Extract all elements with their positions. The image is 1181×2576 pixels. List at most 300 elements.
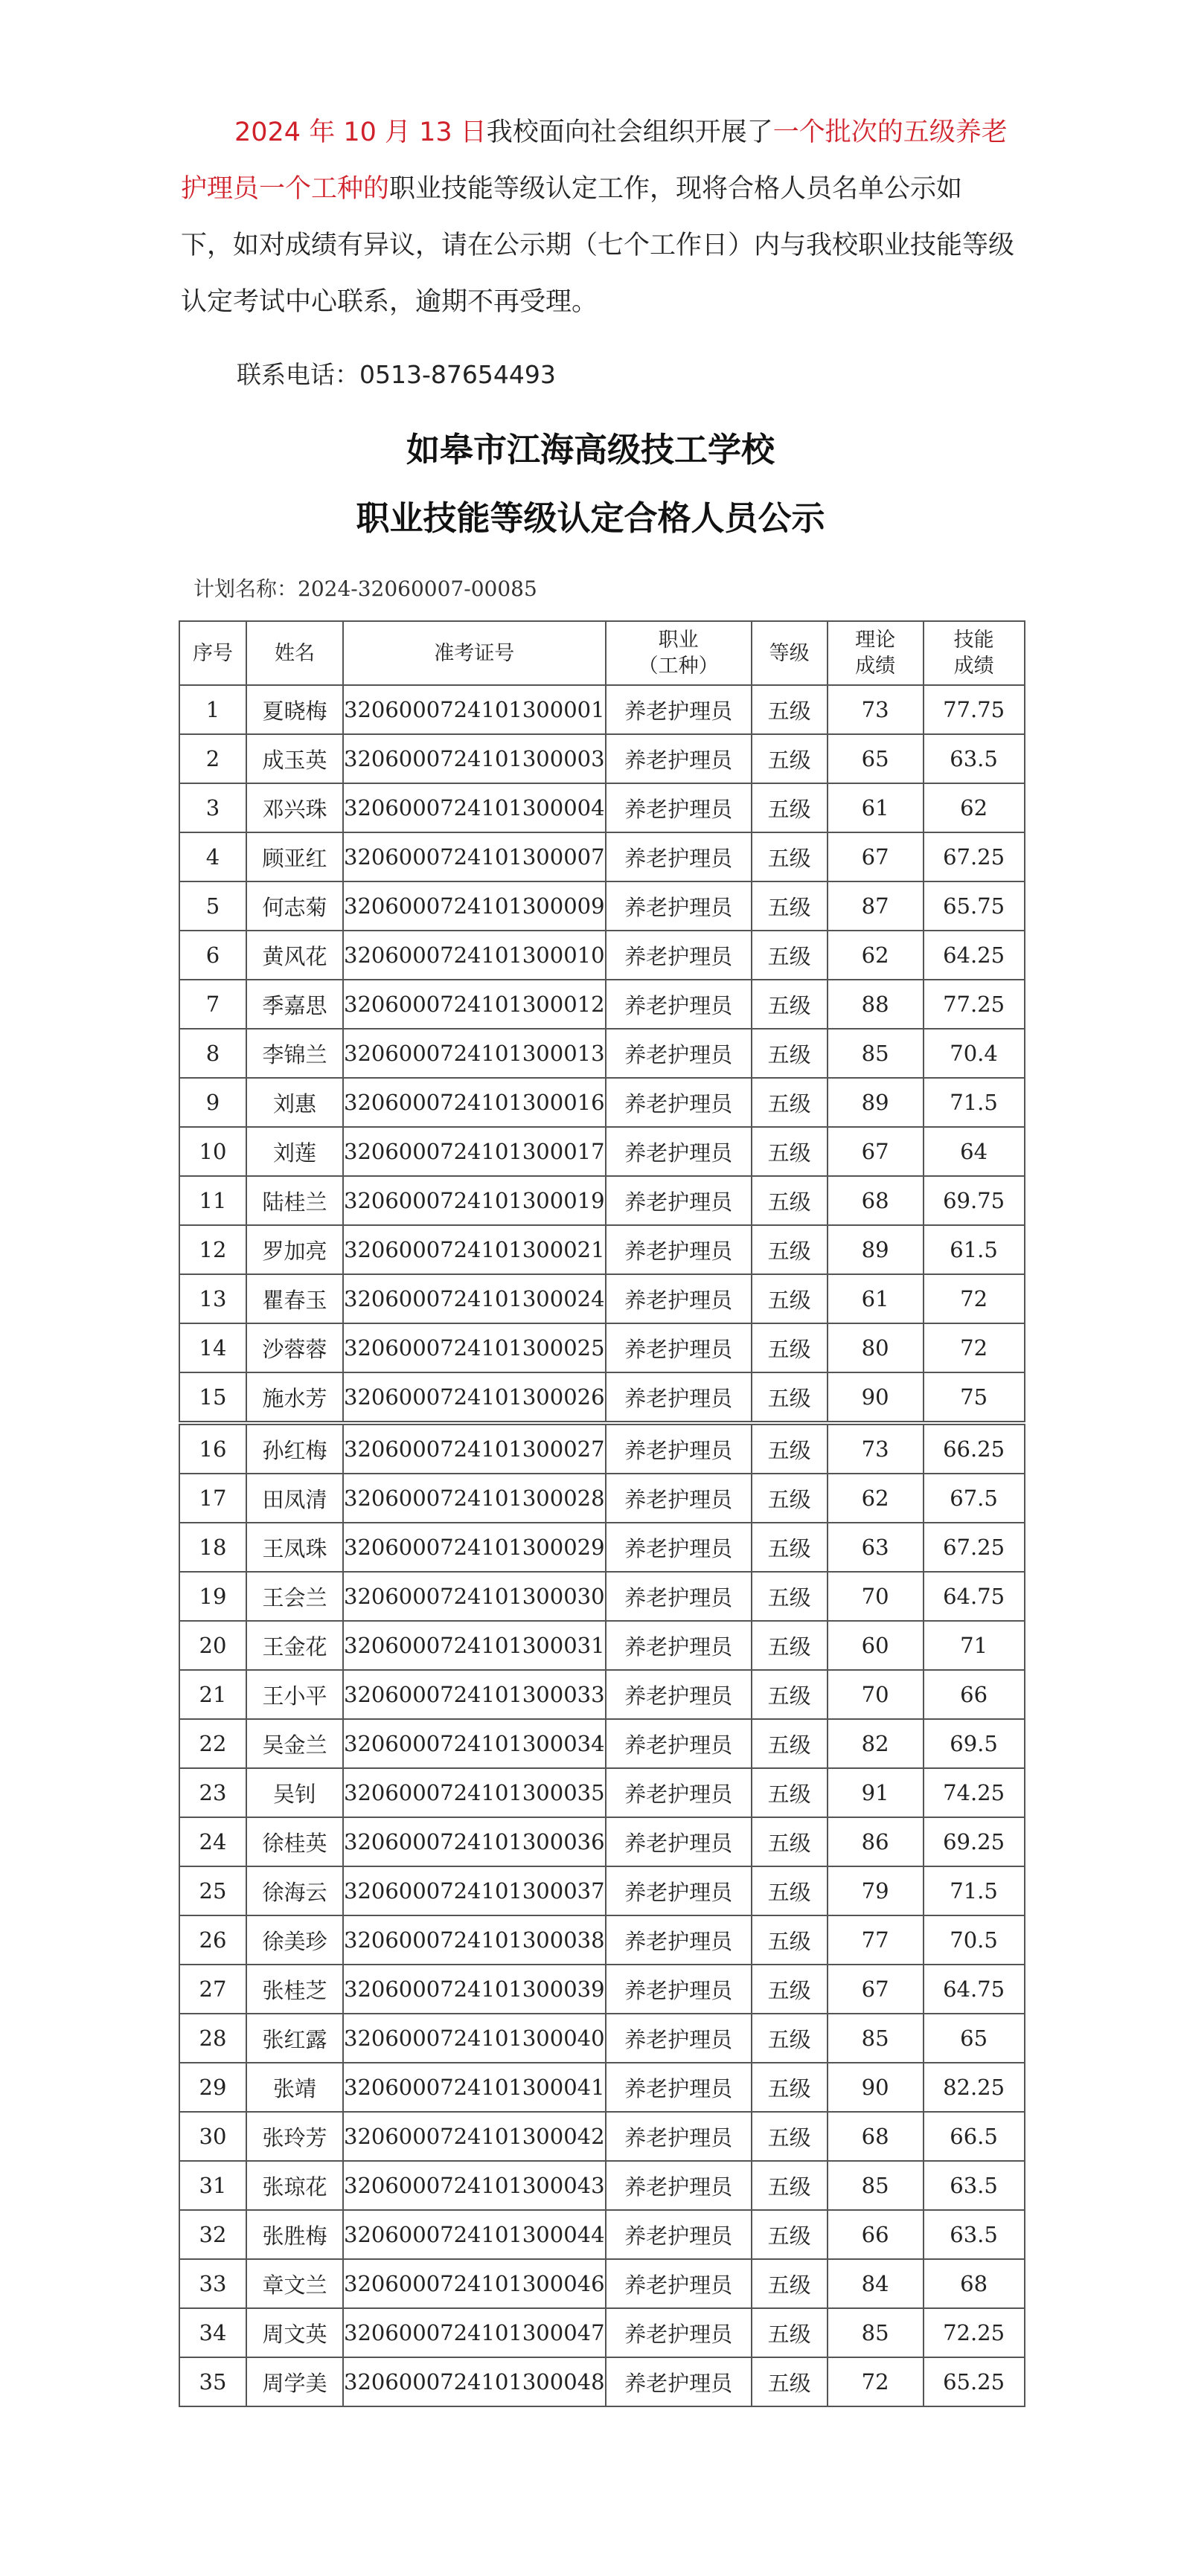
cell-seq: 12	[179, 1225, 246, 1274]
cell-exam-id: 3206000724101300021	[343, 1225, 606, 1274]
cell-seq: 11	[179, 1176, 246, 1225]
cell-level: 五级	[752, 2063, 828, 2112]
cell-skill-score: 63.5	[924, 734, 1025, 783]
cell-level: 五级	[752, 1474, 828, 1523]
header-skill-line1: 技能	[953, 629, 994, 652]
cell-name: 张桂芝	[246, 1965, 343, 2014]
cell-skill-score: 67.25	[924, 832, 1025, 881]
cell-occupation: 养老护理员	[606, 1523, 752, 1572]
cell-theory-score: 73	[828, 1423, 924, 1474]
cell-skill-score: 64	[924, 1127, 1025, 1176]
table-row	[179, 1078, 1025, 1127]
cell-theory-score: 91	[828, 1768, 924, 1817]
cell-theory-score: 90	[828, 1372, 924, 1423]
cell-skill-score: 71.5	[924, 1866, 1025, 1915]
cell-occupation: 养老护理员	[606, 1323, 752, 1372]
table-row	[179, 2112, 1025, 2161]
cell-exam-id: 3206000724101300047	[343, 2308, 606, 2357]
cell-skill-score: 62	[924, 783, 1025, 832]
cell-seq: 9	[179, 1078, 246, 1127]
cell-skill-score: 66.5	[924, 2112, 1025, 2161]
cell-theory-score: 72	[828, 2357, 924, 2406]
cell-seq: 27	[179, 1965, 246, 2014]
cell-seq: 28	[179, 2014, 246, 2063]
cell-skill-score: 69.5	[924, 1719, 1025, 1768]
cell-skill-score: 70.4	[924, 1029, 1025, 1078]
cell-level: 五级	[752, 1572, 828, 1621]
table-row	[179, 980, 1025, 1029]
cell-exam-id: 3206000724101300036	[343, 1817, 606, 1866]
cell-occupation: 养老护理员	[606, 1768, 752, 1817]
cell-exam-id: 3206000724101300037	[343, 1866, 606, 1915]
cell-exam-id: 3206000724101300019	[343, 1176, 606, 1225]
table-row	[179, 1474, 1025, 1523]
cell-level: 五级	[752, 1523, 828, 1572]
cell-occupation: 养老护理员	[606, 685, 752, 734]
table-row	[179, 1423, 1025, 1474]
cell-occupation: 养老护理员	[606, 1817, 752, 1866]
table-row	[179, 783, 1025, 832]
cell-theory-score: 61	[828, 1274, 924, 1323]
table-row	[179, 1621, 1025, 1670]
cell-theory-score: 86	[828, 1817, 924, 1866]
cell-theory-score: 77	[828, 1915, 924, 1965]
cell-occupation: 养老护理员	[606, 980, 752, 1029]
cell-skill-score: 63.5	[924, 2161, 1025, 2210]
cell-skill-score: 74.25	[924, 1768, 1025, 1817]
cell-theory-score: 68	[828, 2112, 924, 2161]
cell-occupation: 养老护理员	[606, 1423, 752, 1474]
cell-name: 王小平	[246, 1670, 343, 1719]
cell-exam-id: 3206000724101300027	[343, 1423, 606, 1474]
table-row	[179, 1817, 1025, 1866]
cell-exam-id: 3206000724101300035	[343, 1768, 606, 1817]
cell-seq: 33	[179, 2259, 246, 2308]
cell-skill-score: 66.25	[924, 1423, 1025, 1474]
cell-skill-score: 71	[924, 1621, 1025, 1670]
cell-seq: 3	[179, 783, 246, 832]
cell-level: 五级	[752, 1423, 828, 1474]
cell-theory-score: 87	[828, 881, 924, 931]
cell-theory-score: 85	[828, 2161, 924, 2210]
cell-name: 徐美珍	[246, 1915, 343, 1965]
cell-skill-score: 72	[924, 1274, 1025, 1323]
table-row	[179, 734, 1025, 783]
cell-skill-score: 69.25	[924, 1817, 1025, 1866]
cell-theory-score: 85	[828, 2308, 924, 2357]
cell-occupation: 养老护理员	[606, 931, 752, 980]
header-theory	[828, 621, 924, 685]
cell-name: 王金花	[246, 1621, 343, 1670]
table-row	[179, 1915, 1025, 1965]
cell-skill-score: 65.75	[924, 881, 1025, 931]
table-row	[179, 1225, 1025, 1274]
cell-seq: 34	[179, 2308, 246, 2357]
cell-seq: 26	[179, 1915, 246, 1965]
cell-name: 刘惠	[246, 1078, 343, 1127]
cell-name: 田凤清	[246, 1474, 343, 1523]
cell-seq: 17	[179, 1474, 246, 1523]
cell-level: 五级	[752, 881, 828, 931]
cell-theory-score: 67	[828, 1965, 924, 2014]
cell-exam-id: 3206000724101300042	[343, 2112, 606, 2161]
header-occupation-line1: 职业	[658, 629, 699, 652]
notice-title: 职业技能等级认定合格人员公示	[356, 498, 825, 538]
cell-exam-id: 3206000724101300001	[343, 685, 606, 734]
header-skill-line2: 成绩	[953, 655, 994, 678]
cell-seq: 32	[179, 2210, 246, 2259]
cell-occupation: 养老护理员	[606, 1029, 752, 1078]
cell-name: 邓兴珠	[246, 783, 343, 832]
cell-name: 张琼花	[246, 2161, 343, 2210]
cell-level: 五级	[752, 931, 828, 980]
cell-name: 罗加亮	[246, 1225, 343, 1274]
cell-skill-score: 65.25	[924, 2357, 1025, 2406]
cell-theory-score: 85	[828, 2014, 924, 2063]
header-exam-id: 准考证号	[343, 621, 606, 685]
cell-name: 施水芳	[246, 1372, 343, 1423]
cell-level: 五级	[752, 1274, 828, 1323]
cell-name: 夏晓梅	[246, 685, 343, 734]
cell-seq: 14	[179, 1323, 246, 1372]
cell-occupation: 养老护理员	[606, 1176, 752, 1225]
table-row	[179, 1670, 1025, 1719]
cell-level: 五级	[752, 1323, 828, 1372]
cell-seq: 16	[179, 1423, 246, 1474]
cell-name: 张红露	[246, 2014, 343, 2063]
table-row	[179, 832, 1025, 881]
cell-theory-score: 60	[828, 1621, 924, 1670]
cell-seq: 20	[179, 1621, 246, 1670]
table-row	[179, 1127, 1025, 1176]
cell-level: 五级	[752, 1866, 828, 1915]
header-level: 等级	[752, 621, 828, 685]
cell-exam-id: 3206000724101300026	[343, 1372, 606, 1423]
cell-level: 五级	[752, 2308, 828, 2357]
table-row	[179, 1176, 1025, 1225]
cell-theory-score: 89	[828, 1078, 924, 1127]
cell-occupation: 养老护理员	[606, 1078, 752, 1127]
table-row	[179, 1523, 1025, 1572]
cell-occupation: 养老护理员	[606, 2357, 752, 2406]
cell-seq: 30	[179, 2112, 246, 2161]
cell-name: 沙蓉蓉	[246, 1323, 343, 1372]
cell-name: 张玲芳	[246, 2112, 343, 2161]
cell-exam-id: 3206000724101300012	[343, 980, 606, 1029]
cell-occupation: 养老护理员	[606, 1372, 752, 1423]
cell-name: 徐桂英	[246, 1817, 343, 1866]
contact-phone: 联系电话：0513-87654493	[237, 360, 556, 389]
cell-occupation: 养老护理员	[606, 832, 752, 881]
cell-theory-score: 67	[828, 1127, 924, 1176]
table-row	[179, 1572, 1025, 1621]
cell-level: 五级	[752, 1176, 828, 1225]
intro-text-1: 我校面向社会组织开展了	[486, 118, 773, 147]
cell-seq: 15	[179, 1372, 246, 1423]
cell-exam-id: 3206000724101300048	[343, 2357, 606, 2406]
cell-name: 周文英	[246, 2308, 343, 2357]
cell-level: 五级	[752, 1029, 828, 1078]
cell-seq: 25	[179, 1866, 246, 1915]
cell-skill-score: 77.75	[924, 685, 1025, 734]
cell-theory-score: 90	[828, 2063, 924, 2112]
cell-skill-score: 63.5	[924, 2210, 1025, 2259]
cell-seq: 22	[179, 1719, 246, 1768]
header-occupation	[606, 621, 752, 685]
cell-skill-score: 70.5	[924, 1915, 1025, 1965]
table-row	[179, 2063, 1025, 2112]
cell-theory-score: 85	[828, 1029, 924, 1078]
cell-name: 张靖	[246, 2063, 343, 2112]
school-title: 如皋市江海高级技工学校	[406, 430, 775, 469]
cell-skill-score: 64.25	[924, 931, 1025, 980]
cell-occupation: 养老护理员	[606, 1670, 752, 1719]
cell-occupation: 养老护理员	[606, 1274, 752, 1323]
cell-theory-score: 79	[828, 1866, 924, 1915]
cell-skill-score: 69.75	[924, 1176, 1025, 1225]
cell-name: 吴钊	[246, 1768, 343, 1817]
table-row	[179, 2259, 1025, 2308]
table-row	[179, 1372, 1025, 1423]
cell-seq: 6	[179, 931, 246, 980]
cell-occupation: 养老护理员	[606, 2308, 752, 2357]
cell-exam-id: 3206000724101300043	[343, 2161, 606, 2210]
cell-occupation: 养老护理员	[606, 1225, 752, 1274]
cell-name: 王会兰	[246, 1572, 343, 1621]
cell-skill-score: 66	[924, 1670, 1025, 1719]
cell-name: 陆桂兰	[246, 1176, 343, 1225]
cell-exam-id: 3206000724101300031	[343, 1621, 606, 1670]
cell-occupation: 养老护理员	[606, 2259, 752, 2308]
cell-occupation: 养老护理员	[606, 1621, 752, 1670]
cell-theory-score: 88	[828, 980, 924, 1029]
cell-skill-score: 64.75	[924, 1965, 1025, 2014]
cell-level: 五级	[752, 1768, 828, 1817]
table-row	[179, 1274, 1025, 1323]
table-row	[179, 1768, 1025, 1817]
cell-level: 五级	[752, 1078, 828, 1127]
cell-name: 瞿春玉	[246, 1274, 343, 1323]
cell-seq: 2	[179, 734, 246, 783]
cell-name: 李锦兰	[246, 1029, 343, 1078]
cell-seq: 10	[179, 1127, 246, 1176]
cell-name: 张胜梅	[246, 2210, 343, 2259]
table-row	[179, 1965, 1025, 2014]
cell-seq: 4	[179, 832, 246, 881]
cell-level: 五级	[752, 2161, 828, 2210]
cell-exam-id: 3206000724101300003	[343, 734, 606, 783]
cell-theory-score: 70	[828, 1572, 924, 1621]
cell-exam-id: 3206000724101300034	[343, 1719, 606, 1768]
plan-name: 计划名称：2024-32060007-00085	[193, 576, 537, 601]
cell-occupation: 养老护理员	[606, 2014, 752, 2063]
cell-name: 周学美	[246, 2357, 343, 2406]
cell-seq: 31	[179, 2161, 246, 2210]
header-skill	[924, 621, 1025, 685]
table-row	[179, 1866, 1025, 1915]
cell-name: 刘莲	[246, 1127, 343, 1176]
cell-theory-score: 62	[828, 1474, 924, 1523]
table-row	[179, 685, 1025, 734]
cell-level: 五级	[752, 2357, 828, 2406]
cell-level: 五级	[752, 1127, 828, 1176]
cell-exam-id: 3206000724101300040	[343, 2014, 606, 2063]
header-occupation-line2: （工种）	[638, 655, 719, 678]
cell-name: 王凤珠	[246, 1523, 343, 1572]
table-row	[179, 931, 1025, 980]
cell-level: 五级	[752, 685, 828, 734]
cell-exam-id: 3206000724101300007	[343, 832, 606, 881]
cell-level: 五级	[752, 734, 828, 783]
cell-exam-id: 3206000724101300010	[343, 931, 606, 980]
cell-skill-score: 71.5	[924, 1078, 1025, 1127]
cell-theory-score: 61	[828, 783, 924, 832]
cell-exam-id: 3206000724101300039	[343, 1965, 606, 2014]
cell-level: 五级	[752, 832, 828, 881]
cell-occupation: 养老护理员	[606, 881, 752, 931]
cell-exam-id: 3206000724101300017	[343, 1127, 606, 1176]
table-row	[179, 881, 1025, 931]
cell-theory-score: 84	[828, 2259, 924, 2308]
table-row	[179, 2308, 1025, 2357]
cell-level: 五级	[752, 980, 828, 1029]
cell-level: 五级	[752, 1670, 828, 1719]
cell-name: 季嘉思	[246, 980, 343, 1029]
cell-skill-score: 72.25	[924, 2308, 1025, 2357]
cell-exam-id: 3206000724101300004	[343, 783, 606, 832]
cell-seq: 1	[179, 685, 246, 734]
header-theory-line2: 成绩	[855, 655, 896, 678]
cell-seq: 13	[179, 1274, 246, 1323]
cell-skill-score: 61.5	[924, 1225, 1025, 1274]
cell-seq: 23	[179, 1768, 246, 1817]
intro-paragraph	[181, 104, 1014, 330]
cell-exam-id: 3206000724101300041	[343, 2063, 606, 2112]
cell-exam-id: 3206000724101300028	[343, 1474, 606, 1523]
cell-occupation: 养老护理员	[606, 734, 752, 783]
table-header-row	[179, 621, 1025, 685]
intro-text-2: 职业技能等级认定工作，现将合格人员名单公示如下，如对成绩有异议，请在公示期（七个工作日）内与我校职业技能等级认定考试中心联系，逾期不再受理。	[181, 174, 1015, 317]
cell-exam-id: 3206000724101300038	[343, 1915, 606, 1965]
intro-date: 2024 年 10 月 13 日	[234, 118, 487, 147]
table-row	[179, 2210, 1025, 2259]
cell-name: 成玉英	[246, 734, 343, 783]
cell-occupation: 养老护理员	[606, 1127, 752, 1176]
cell-skill-score: 64.75	[924, 1572, 1025, 1621]
table-row	[179, 1029, 1025, 1078]
cell-occupation: 养老护理员	[606, 1719, 752, 1768]
cell-occupation: 养老护理员	[606, 2112, 752, 2161]
table-row	[179, 1719, 1025, 1768]
cell-theory-score: 89	[828, 1225, 924, 1274]
cell-exam-id: 3206000724101300025	[343, 1323, 606, 1372]
cell-theory-score: 65	[828, 734, 924, 783]
cell-occupation: 养老护理员	[606, 1572, 752, 1621]
cell-seq: 18	[179, 1523, 246, 1572]
cell-occupation: 养老护理员	[606, 1474, 752, 1523]
header-theory-line1: 理论	[855, 629, 896, 652]
cell-level: 五级	[752, 2210, 828, 2259]
cell-seq: 8	[179, 1029, 246, 1078]
header-name: 姓名	[246, 621, 343, 685]
cell-name: 章文兰	[246, 2259, 343, 2308]
cell-occupation: 养老护理员	[606, 1866, 752, 1915]
cell-level: 五级	[752, 2259, 828, 2308]
cell-exam-id: 3206000724101300024	[343, 1274, 606, 1323]
cell-name: 黄风花	[246, 931, 343, 980]
cell-exam-id: 3206000724101300044	[343, 2210, 606, 2259]
cell-skill-score: 72	[924, 1323, 1025, 1372]
cell-occupation: 养老护理员	[606, 1915, 752, 1965]
cell-skill-score: 82.25	[924, 2063, 1025, 2112]
cell-level: 五级	[752, 1225, 828, 1274]
cell-level: 五级	[752, 2014, 828, 2063]
cell-name: 孙红梅	[246, 1423, 343, 1474]
cell-theory-score: 67	[828, 832, 924, 881]
cell-occupation: 养老护理员	[606, 1965, 752, 2014]
cell-theory-score: 68	[828, 1176, 924, 1225]
cell-level: 五级	[752, 1372, 828, 1423]
cell-level: 五级	[752, 2112, 828, 2161]
table-row	[179, 1323, 1025, 1372]
cell-occupation: 养老护理员	[606, 2161, 752, 2210]
cell-exam-id: 3206000724101300009	[343, 881, 606, 931]
cell-level: 五级	[752, 1965, 828, 2014]
cell-theory-score: 66	[828, 2210, 924, 2259]
cell-occupation: 养老护理员	[606, 2210, 752, 2259]
cell-theory-score: 62	[828, 931, 924, 980]
cell-seq: 19	[179, 1572, 246, 1621]
cell-skill-score: 77.25	[924, 980, 1025, 1029]
cell-name: 顾亚红	[246, 832, 343, 881]
header-seq: 序号	[179, 621, 246, 685]
table-row	[179, 2357, 1025, 2406]
cell-name: 徐海云	[246, 1866, 343, 1915]
cell-skill-score: 65	[924, 2014, 1025, 2063]
cell-skill-score: 75	[924, 1372, 1025, 1423]
cell-seq: 35	[179, 2357, 246, 2406]
cell-level: 五级	[752, 1817, 828, 1866]
cell-exam-id: 3206000724101300029	[343, 1523, 606, 1572]
cell-exam-id: 3206000724101300046	[343, 2259, 606, 2308]
cell-exam-id: 3206000724101300030	[343, 1572, 606, 1621]
cell-seq: 24	[179, 1817, 246, 1866]
cell-occupation: 养老护理员	[606, 783, 752, 832]
table-row	[179, 2161, 1025, 2210]
cell-level: 五级	[752, 1621, 828, 1670]
cell-seq: 5	[179, 881, 246, 931]
cell-level: 五级	[752, 1915, 828, 1965]
cell-exam-id: 3206000724101300013	[343, 1029, 606, 1078]
cell-name: 吴金兰	[246, 1719, 343, 1768]
cell-skill-score: 67.25	[924, 1523, 1025, 1572]
cell-seq: 21	[179, 1670, 246, 1719]
cell-seq: 29	[179, 2063, 246, 2112]
table-body	[179, 685, 1025, 2406]
cell-skill-score: 67.5	[924, 1474, 1025, 1523]
cell-theory-score: 73	[828, 685, 924, 734]
cell-occupation: 养老护理员	[606, 2063, 752, 2112]
intro-highlight: 一个批次的五级养老护理员一个工种的	[181, 118, 1008, 204]
cell-name: 何志菊	[246, 881, 343, 931]
results-table	[179, 620, 1025, 2407]
cell-theory-score: 82	[828, 1719, 924, 1768]
cell-theory-score: 70	[828, 1670, 924, 1719]
cell-level: 五级	[752, 783, 828, 832]
cell-seq: 7	[179, 980, 246, 1029]
cell-theory-score: 80	[828, 1323, 924, 1372]
cell-skill-score: 68	[924, 2259, 1025, 2308]
